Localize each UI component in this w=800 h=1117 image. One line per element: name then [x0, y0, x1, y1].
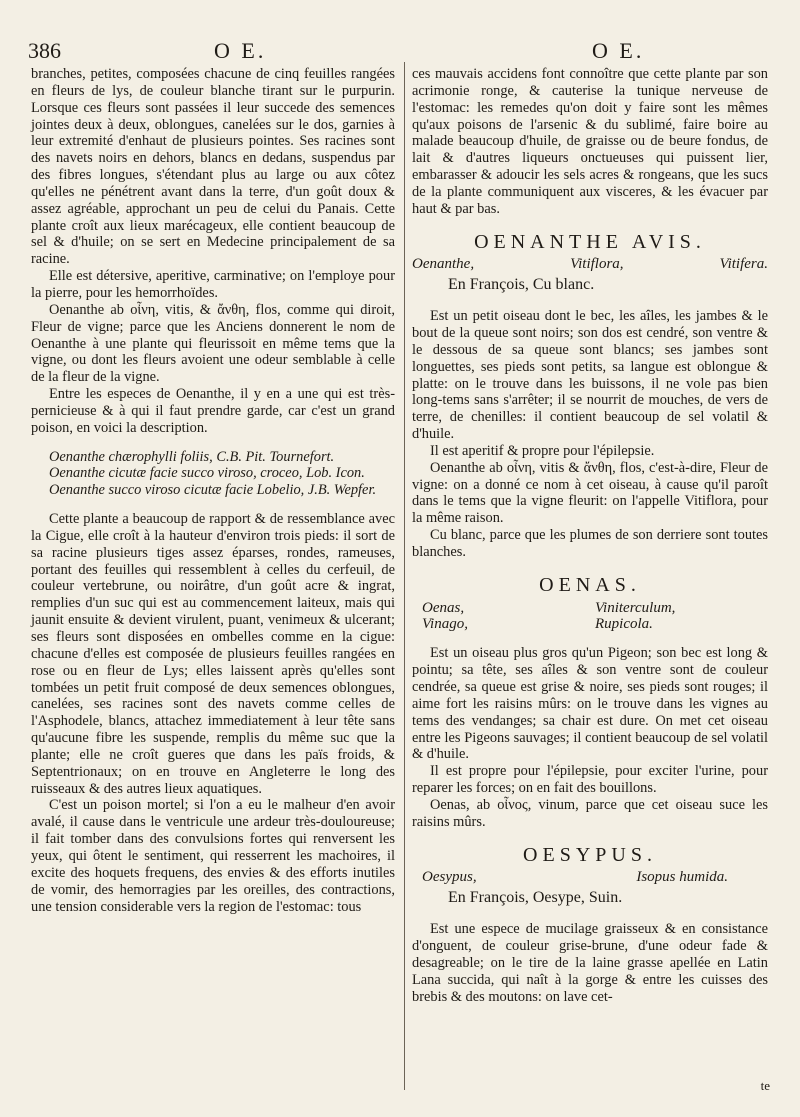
synonym: Oesypus, — [422, 869, 477, 886]
synonym: Isopus humida. — [636, 869, 728, 886]
right-column — [412, 66, 768, 1005]
paragraph: Elle est détersive, aperitive, carminative; on l'employe pour la pierre, pour les hemorrhoïdes. — [31, 268, 395, 301]
right-running-head: O E. — [592, 38, 645, 63]
running-header — [26, 34, 774, 64]
column-divider — [404, 62, 405, 1090]
synonym: Oenanthe, — [412, 256, 475, 273]
synonym: Vinago, — [422, 616, 468, 633]
paragraph: Il est aperitif & propre pour l'épilepsie. — [430, 442, 655, 459]
synonym-entry: Oenanthe chærophylli foliis, C.B. Pit. Tournefort. — [49, 448, 335, 465]
page-number: 386 — [28, 38, 61, 63]
left-running-head: O E. — [214, 38, 267, 63]
entry-title: OESYPUS. — [523, 843, 657, 866]
french-name: En François, Cu blanc. — [448, 276, 595, 294]
synonym-line — [412, 256, 768, 273]
left-column — [31, 66, 395, 915]
french-name: En François, Oesype, Suin. — [448, 889, 623, 907]
synonym: Vitiflora, — [570, 256, 624, 273]
synonym-entry: Oenanthe cicutæ facie succo viroso, croceo, Lob. Icon. — [49, 465, 365, 482]
paragraph: Est un petit oiseau dont le bec, les aîles, les jambes & le bout de la queue sont noirs; son dos est cendré, son ventre & le dessous de sa queue sont blancs; ses jambes sont longuettes, ses pieds sont petits, sa langue est oblongue & platte: on le trouve dans les buissons, il ne vole pas bien long-tems sans s'arrêter; il se nourrit de mouches, de vers de terre, de chenilles: il contient beaucoup de sel volatil & d'huile. — [412, 308, 768, 443]
catchword: te — [760, 1078, 770, 1093]
synonym-entry: Oenanthe succo viroso cicutæ facie Lobelio, J.B. Wepfer. — [49, 482, 377, 499]
etymology-paragraph: Oenanthe ab οἶνη, vitis, & ἄνθη, flos, comme qui diroit, Fleur de vigne; parce que les Anciens donnerent le nom de Oenanthe à une plante qui fleurissoit en même tems que la vigne, ou dont les fleurs avoient une odeur semblable à celle de la fleur de la vigne. — [31, 301, 395, 386]
etymology-paragraph: Oenas, ab οἶνος, vinum, parce que cet oiseau suce les raisins mûrs. — [412, 796, 768, 830]
synonym: Oenas, — [422, 599, 465, 616]
paragraph: Est un oiseau plus gros qu'un Pigeon; son bec est long & pointu; sa tête, ses aîles & son ventre sont de couleur cendrée, sa queue est grise & noire, ses pieds sont rouges; il aime fort les raisins mûrs: on le trouve dans les vignes au tems des vendanges; sa chair est dure. On met cet oiseau entre les Pigeons sauvages; il contient beaucoup de sel volatil & d'huile. — [412, 645, 768, 763]
paragraph: Cette plante a beaucoup de rapport & de ressemblance avec la Cigue, elle croît à la hauteur d'environ trois pieds: il sort de sa racine plusieurs tiges assez éparses, rondes, rameuses, portant des feuilles qui ressemblent à celles du cerfeuil, de couleur vertebrune, ou noirâtre, d'un goût acre & ingrat, remplies d'un suc qui est au commencement laiteux, mais qui jaunit ensuite & devient virulent, puant, venimeux & ulcerant; ses fleurs sont disposées en ombelles comme en la cigue: chacune d'elles est composée de plusieurs feuilles rangées en rose ou en fleur de Lys; elles laissent après qu'elles sont tombées un petit fruit composé de deux semences oblongues, canelées, ses racines sont des navets comme celles de l'Asphodele, blancs, attachez immediatement à leur tête sans qu'aucune fibre les suspende, remplis du même suc que la plante; elle ne croît gueres que dans les païs froids, & Septentrionaux; on en trouve en Angleterre le long des ruisseaux & des autres lieux aquatiques. — [31, 511, 395, 797]
paragraph: Est une espece de mucilage graisseux & en consistance d'onguent, de couleur grise-brune, d'une odeur fade & desagreable; on le tire de la laine grasse apellée en Latin Lana succida, qui naît à la gorge & entre les cuisses des brebis & des moutons: on lave cet- — [412, 921, 768, 1005]
paragraph: branches, petites, composées chacune de cinq feuilles rangées en fleurs de lys, de couleur blanche tirant sur le purpurin. Lorsque ces fleurs sont passées il leur succede des semences jointes deux à deux, oblongues, canelées sur le dos, garnies à leur extremité d'enhaut de plusieurs pointes. Ses racines sont des navets noirs en dehors, blancs en dedans, suspendus par des fibres longues, s'étendant plus au large ou aux côtez qu'elles ne pénétrent avant dans la terre, d'un goût doux & assez agréable, approchant un peu de celui du Panais. Cette plante croît aux lieux marécageux, elle contient beaucoup de sel & d'huile; on se sert en Medecine principalement de sa racine. — [31, 66, 395, 268]
paragraph: Cu blanc, parce que les plumes de son derriere sont toutes blanches. — [412, 527, 768, 560]
paragraph: ces mauvais accidens font connoître que cette plante par son acrimonie ronge, & cauterise la tunique nerveuse de l'estomac: les remedes qu'on doit y faire sont les mêmes qu'aux poisons de l'arsenic & du sublimé, faire boire au malade beaucoup d'huile, de graisse ou de beure fondus, de lait & d'autres liqueurs onctueuses qui puissent lier, embarasser & adoucir les sels acres & rongeans, que les sucs de la plante communiquent aux visceres, & les évacuer par haut & par bas. — [412, 66, 768, 217]
synonym: Rupicola. — [595, 616, 653, 633]
synonym-line — [412, 869, 768, 886]
synonym-grid — [412, 600, 768, 634]
entry-title: OENANTHE AVIS. — [474, 230, 706, 253]
entry-title: OENAS. — [539, 573, 641, 596]
synonym: Viniterculum, — [595, 599, 676, 616]
paragraph: C'est un poison mortel; si l'on a eu le malheur d'en avoir avalé, il cause dans le ventricule une ardeur très-douloureuse; il fait tomber dans des convulsions fortes qui renversent les yeux, qui ôtent le sentiment, qui resserrent les machoires, il excite des hoquets frequens, des envies & des efforts inutiles de vomir, des hemorragies par les oreilles, des contractions, une tension considerable vers la region de l'estomac: tous — [31, 797, 395, 915]
etymology-paragraph: Oenanthe ab οἶνη, vitis & ἄνθη, flos, c'est-à-dire, Fleur de vigne: on a donné ce nom à cet oiseau, à cause qu'il paroît dans le tems que la vigne fleurit: on l'appelle Vitiflora, pour la même raison. — [412, 459, 768, 527]
paragraph: Il est propre pour l'épilepsie, pour exciter l'urine, pour reparer les forces; on en fait des bouillons. — [412, 763, 768, 797]
synonym: Vitifera. — [719, 256, 768, 273]
paragraph: Entre les especes de Oenanthe, il y en a une qui est très-pernicieuse & à qui il faut prendre garde, car c'est un grand poison, en voici la description. — [31, 386, 395, 436]
